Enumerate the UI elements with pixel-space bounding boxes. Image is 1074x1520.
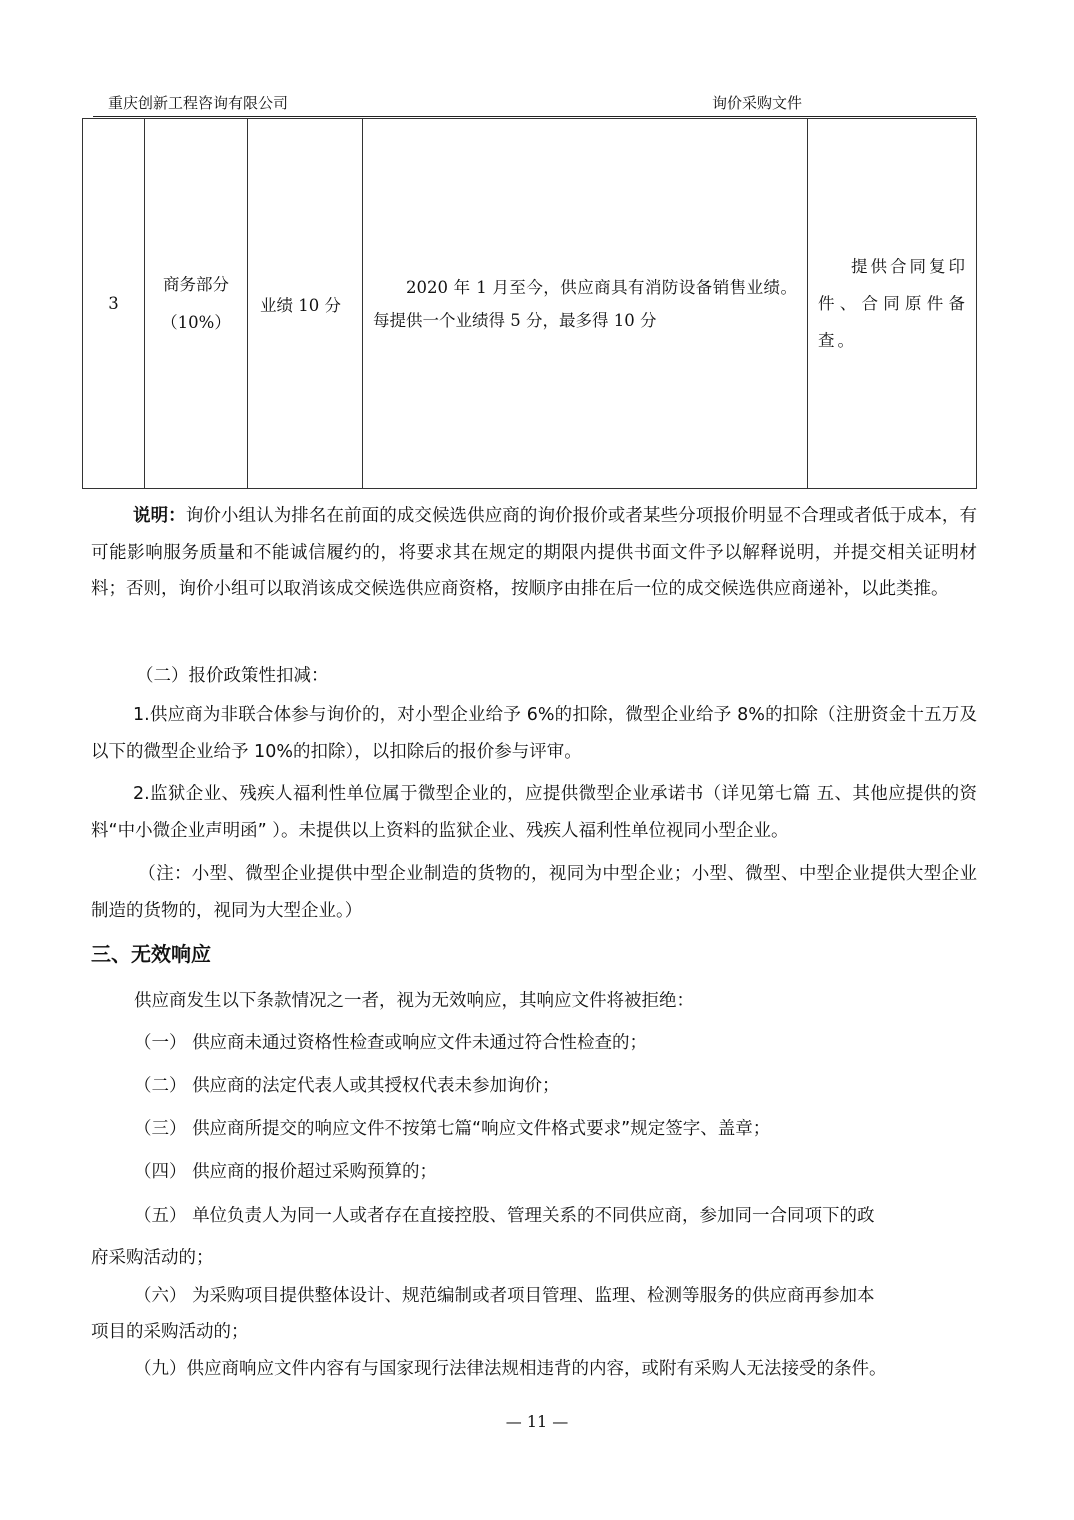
policy-item-2: 2.监狱企业、残疾人福利性单位属于微型企业的，应提供微型企业承诺书（详见第七篇 五、其他应提供的资料“中小微企业声明函” ）。未提供以上资料的监狱企业、残疾人福利性单位视同小型企业。 (91, 784, 977, 841)
policy-item-1: 1.供应商为非联合体参与询价的，对小型企业给予 6%的扣除，微型企业给予 8%的扣除（注册资金十五万及以下的微型企业给予 10%的扣除），以扣除后的报价参与评审。 (91, 705, 977, 762)
table-row (83, 119, 977, 489)
note-text: 询价小组认为排名在前面的成交候选供应商的询价报价或者某些分项报价明显不合理或者低于成本，有可能影响服务质量和不能诚信履约的，将要求其在规定的期限内提供书面文件予以解释说明，并提交相关证明材料；否则，询价小组可以取消该成交候选供应商资格，按顺序由排在后一位的成交候选供应商递补，以此类推。 (91, 506, 978, 599)
header-company: 重庆创新工程咨询有限公司 (108, 94, 289, 112)
section-intro: 供应商发生以下条款情况之一者，视为无效响应，其响应文件将被拒绝： (134, 991, 694, 1011)
row-number: 3 (83, 119, 145, 489)
list-item: （二） 供应商的法定代表人或其授权代表未参加询价； (134, 1076, 560, 1096)
list-item-continuation: 府采购活动的； (91, 1248, 214, 1268)
row-evidence (808, 119, 977, 489)
scoring-table (82, 118, 977, 489)
section-heading: 三、无效响应 (91, 942, 211, 966)
header-doc-title: 询价采购文件 (712, 94, 803, 112)
list-item: （六） 为采购项目提供整体设计、规范编制或者项目管理、监理、检测等服务的供应商再参加本 (134, 1286, 875, 1306)
policy-note: （注：小型、微型企业提供中型企业制造的货物的，视同为中型企业；小型、微型、中型企业提供大型企业制造的货物的，视同为大型企业。） (91, 864, 977, 921)
header-rule (93, 116, 976, 117)
category-name: 商务部分 (163, 274, 229, 294)
row-criteria (363, 119, 808, 489)
criteria-text: 2020 年 1 月至今，供应商具有消防设备销售业绩。每提供一个业绩得 5 分，最多得 10 分 (373, 277, 797, 330)
list-item: （一） 供应商未通过资格性检查或响应文件未通过符合性检查的； (134, 1033, 648, 1053)
policy-title: （二）报价政策性扣减： (136, 666, 329, 686)
category-weight: （10%） (161, 312, 231, 332)
list-item: （五） 单位负责人为同一人或者存在直接控股、管理关系的不同供应商，参加同一合同项下的政 (134, 1206, 875, 1226)
evidence-text: 提供合同复印件、合同原件备查。 (818, 257, 968, 350)
page-number: — 11 — (505, 1412, 569, 1431)
note-paragraph (91, 498, 977, 608)
note-label: 说明： (133, 506, 186, 526)
row-category (145, 119, 248, 489)
list-item-continuation: 项目的采购活动的； (91, 1322, 249, 1342)
list-item: （三） 供应商所提交的响应文件不按第七篇“响应文件格式要求”规定签字、盖章； (134, 1119, 771, 1139)
row-item: 业绩 10 分 (248, 119, 363, 489)
list-item: （四） 供应商的报价超过采购预算的； (134, 1162, 438, 1182)
list-item: （九）供应商响应文件内容有与国家现行法律法规相违背的内容，或附有采购人无法接受的条件。 (134, 1359, 887, 1379)
